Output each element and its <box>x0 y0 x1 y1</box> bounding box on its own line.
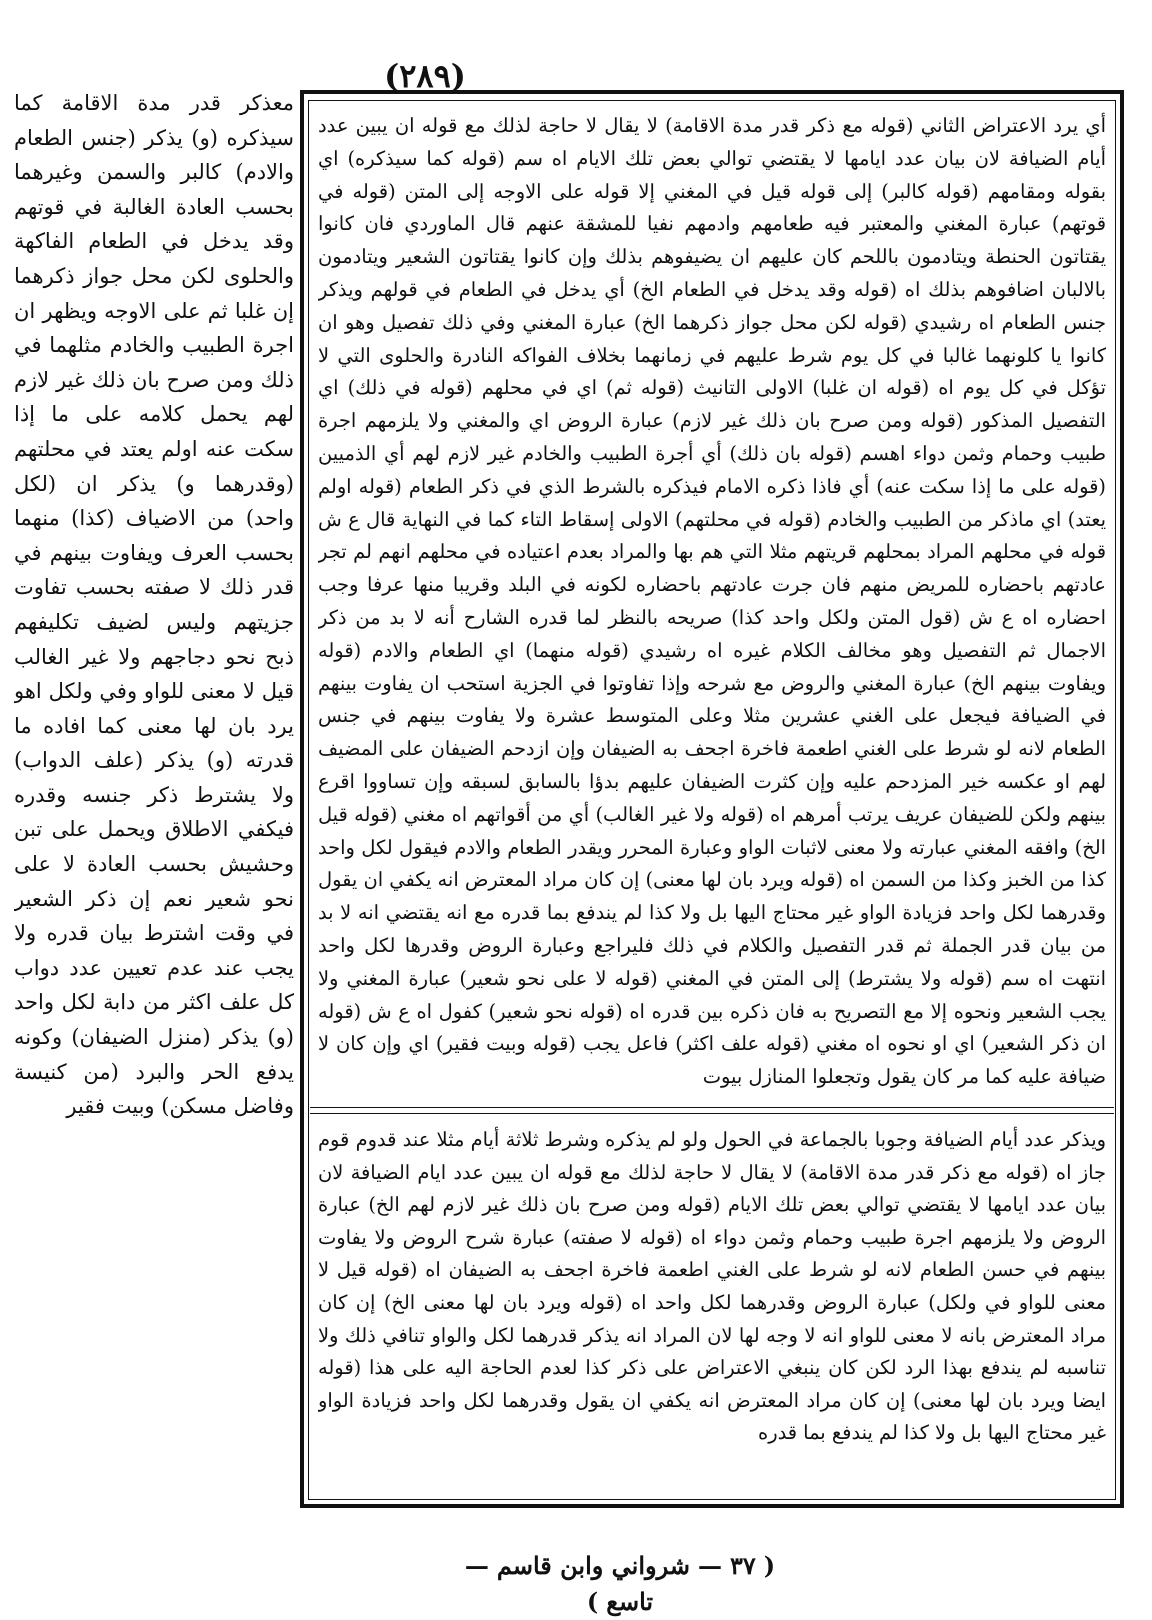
section-divider-second <box>310 1113 1114 1114</box>
commentary-top <box>318 110 1106 1100</box>
footer-signature: ٣٧ <box>729 1551 756 1580</box>
page-footer: (٣٧—شرواني وابن قاسم—تاسع) <box>464 1551 776 1616</box>
section-divider <box>310 1107 1114 1108</box>
main-text-column <box>14 86 294 1526</box>
footer-volume: تاسع <box>606 1587 654 1616</box>
commentary-top-text: أي يرد الاعتراض الثاني (قوله مع ذكر قدر مدة الاقامة) لا يقال لا حاجة لذلك مع قوله ان يبين عدد أيام الضيافة لان بيان عدد ايامها لا يقتضي توالي بعض تلك الايام اه سم (قوله كما سيذكره) اي بقوله ومقامهم (قوله كالبر) إلى قوله قيل في المغني إلا قوله على الاوجه إلى المتن (قوله في قوتهم) عبارة المغني والمعتبر فيه طعامهم وادمهم نفيا للمشقة عنهم قال الماوردي فان كانوا يقتاتون الحنطة ويتادمون باللحم كان عليهم ان يضيفوهم بذلك وإن كانوا يقتاتون الشعير ويتادمون بالالبان اضافوهم بذلك اه (قوله وقد يدخل في الطعام الخ) أي يدخل في الطعام في قولهم ويذكر جنس الطعام اه رشيدي (قوله لكن محل جواز ذكرهما الخ) عبارة المغني وفي ذلك تفصيل وهو ان كانوا يا كلونهما غالبا في كل يوم شرط عليهم في زمانهما بخلاف الفواكه النادرة والحلوى التي لا تؤكل في كل يوم اه (قوله ان غلبا) الاولى التانيث (قوله ثم) اي في محلهم (قوله في ذلك) اي التفصيل المذكور (قوله ومن صرح بان ذلك غير لازم) عبارة الروض اي والمغني ولا يلزمهم اجرة طبيب وحمام وثمن دواء اهسم (قوله بان ذلك) أي أجرة الطبيب والخادم غير لازم لهم أي الذميين (قوله على ما إذا سكت عنه) أي فاذا ذكره الامام فيذكره بالشرط الذي في ذكر الطعام (قوله اولم يعتد) اي ماذكر من الطبيب والخادم (قوله في محلتهم) الاولى إسقاط التاء كما في النهاية قال ع ش قوله في محلهم المراد بمحلهم قريتهم مثلا التي هم بها والمراد بعدم اعتياده في محلهم انهم لم تجر عادتهم باحضاره للمريض منهم فان جرت عادتهم باحضاره لكونه في البلد وقريبا منها عرفا وجب احضاره اه ع ش (قول المتن ولكل واحد كذا) صريحه بالنظر لما قدره الشارح أنه لا بد من ذكر الاجمال ثم التفصيل وهو مخالف الكلام غيره اه رشيدي (قوله منهما) اي الطعام والادم (قوله ويفاوت بينهم الخ) عبارة المغني والروض مع شرحه وإذا تفاوتوا في الجزية استحب ان يفاوت بينهم في الضيافة فيجعل على الغني عشرين مثلا وعلى المتوسط عشرة ولا يفاوت بينهم في جنس الطعام لانه لو شرط على الغني اطعمة فاخرة اجحف به الضيفان وإن ازدحم الضيفان على المضيف لهم او عكسه خير المزدحم عليه وإن كثرت الضيفان عليهم بدؤا بالسابق لسبقه وإن تساووا اقرع بينهم ولكن للضيفان عريف يرتب أمرهم اه (قوله ولا غير الغالب) أي من أقواتهم اه مغني (قوله قيل الخ) وافقه المغني عبارته ولا معنى لاثبات الواو وعبارة المحرر ويقدر الطعام والادم فيقول لكل واحد كذا من الخبز وكذا من السمن اه (قوله ويرد بان لها معنى) إن كان مراد المعترض انه يكفي ان يقول وقدرهما لكل واحد فزيادة الواو غير محتاج اليها بل ولا كذا لم يندفع بما قدره مع انه يقتضي انه لا بد من بيان قدر الجملة ثم قدر التفصيل والكلام في ذلك فليراجع وعبارة الروض وقدرها لكل واحد انتهت اه سم (قوله ولا يشترط) إلى المتن في المغني (قوله لا على نحو شعير) عبارة المغني ولا يجب الشعير ونحوه إلا مع التصريح به فان ذكره بين قدره اه (قوله نحو شعير) كفول اه ع ش (قوله ان ذكر الشعير) اي او نحوه اه مغني (قوله علف اكثر) فاعل يجب (قوله وبيت فقير) اي وإن كان لا ضيافة عليه كما مر كان يقول وتجعلوا المنازل بيوت <box>318 114 1106 1089</box>
footer-title: شرواني وابن قاسم <box>496 1551 690 1580</box>
commentary-bottom <box>318 1124 1106 1494</box>
page-number: (٢٨٩) <box>384 57 466 95</box>
main-text: معذكر قدر مدة الاقامة كما سيذكره (و) يذكر (جنس الطعام والادم) كالبر والسمن وغيرهما بحسب العادة الغالبة في قوتهم وقد يدخل في الطعام الفاكهة والحلوى لكن محل جواز ذكرهما إن غلبا ثم على الاوجه ويظهر ان اجرة الطبيب والخادم مثلهما في ذلك ومن صرح بان ذلك غير لازم لهم يحمل كلامه على ما إذا سكت عنه اولم يعتد في محلتهم (وقدرهما و) يذكر ان (لكل واحد) من الاضياف (كذا) منهما بحسب العرف ويفاوت بينهم في قدر ذلك لا صفته بحسب تفاوت جزيتهم وليس لضيف تكليفهم ذبح نحو دجاجهم ولا غير الغالب قيل لا معنى للواو وفي ولكل اهو يرد بان لها معنى كما افاده ما قدرته (و) يذكر (علف الدواب) ولا يشترط ذكر جنسه وقدره فيكفي الاطلاق ويحمل على تبن وحشيش بحسب العادة لا على نحو شعير نعم إن ذكر الشعير في وقت اشترط بيان قدره ولا يجب عند عدم تعيين عدد دواب كل علف اكثر من دابة لكل واحد (و) يذكر (منزل الضيفان) وكونه يدفع الحر والبرد (من كنيسة وفاضل مسكن) وبيت فقير <box>14 91 294 1119</box>
commentary-bottom-text: ويذكر عدد أيام الضيافة وجوبا بالجماعة في الحول ولو لم يذكره وشرط ثلاثة أيام مثلا عند قدوم قوم جاز اه (قوله مع ذكر قدر مدة الاقامة) لا يقال لا حاجة لذلك مع قوله ان يبين عدد ايام الضيافة لان بيان عدد ايامها لا يقتضي توالي بعض تلك الايام (قوله ومن صرح بان ذلك غير لازم لهم الخ) عبارة الروض ولا يلزمهم اجرة طبيب وحمام وثمن دواء اه (قوله لا صفته) عبارة شرح الروض ولا يفاوت بينهم في حسن الطعام لانه لو شرط على الغني اطعمة فاخرة اجحف به الضيفان اه (قوله قيل لا معنى للواو في ولكل) عبارة الروض وقدرهما لكل واحد اه (قوله ويرد بان لها معنى الخ) إن كان مراد المعترض بانه لا معنى للواو انه لا وجه لها لان المراد انه يذكر قدرهما لكل والواو تنافي ذلك ولا تناسبه لم يندفع بهذا الرد لكن كان ينبغي الاعتراض على ذكر كذا لعدم الحاجة اليه على هذا (قوله ايضا ويرد بان لها معنى) إن كان مراد المعترض انه يكفي ان يقول وقدرهما لكل واحد فزيادة الواو غير محتاج اليها بل ولا كذا لم يندفع بما قدره <box>318 1128 1106 1445</box>
